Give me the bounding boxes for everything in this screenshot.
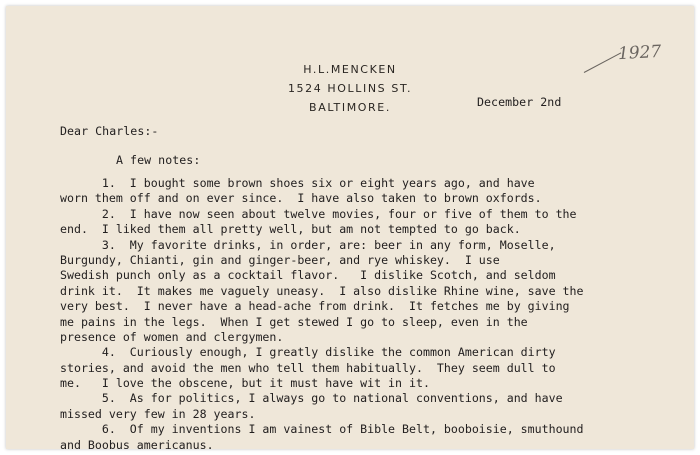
body-line: very best. I never have a head-ache from drink. It fetches me by giving <box>60 299 570 314</box>
letterhead-street: 1524 HOLLINS ST. <box>287 82 413 95</box>
body-line: worn them off and on ever since. I have also taken to brown oxfords. <box>60 191 542 206</box>
body-line: presence of women and clergymen. <box>60 329 284 344</box>
body-line: missed very few in 28 years. <box>60 406 256 421</box>
body-line: Burgundy, Chianti, gin and ginger-beer, and rye whiskey. I use <box>60 252 500 267</box>
body-line: 3. My favorite drinks, in order, are: beer in any form, Moselle, <box>60 237 556 252</box>
body-line: end. I liked them all pretty well, but am not tempted to go back. <box>60 222 521 237</box>
body-line: me. I love the obscene, but it must have wit in it. <box>60 376 430 391</box>
body-line: 2. I have now seen about twelve movies, four or five of them to the <box>60 206 577 221</box>
body-line: 4. Curiously enough, I greatly dislike the common American dirty <box>60 345 556 360</box>
body-line: 6. Of my inventions I am vainest of Bible Belt, booboisie, smuthound <box>60 422 584 437</box>
body-line: drink it. It makes me vaguely uneasy. I also dislike Rhine wine, save the <box>60 283 584 298</box>
letter-body <box>60 176 690 449</box>
letterhead-city: BALTIMORE. <box>309 101 391 114</box>
body-line: stories, and avoid the men who tell them habitually. They seem dull to <box>60 360 556 375</box>
body-line: Swedish punch only as a cocktail flavor. I dislike Scotch, and seldom <box>60 268 556 283</box>
body-line: and Boobus americanus. <box>60 437 214 449</box>
letterhead-name: H.L.MENCKEN <box>303 63 397 76</box>
handwritten-year: 1927 <box>617 41 662 65</box>
intro-line: A few notes: <box>116 153 201 167</box>
letter-date: December 2nd <box>477 95 562 109</box>
body-line: me pains in the legs. When I get stewed I go to sleep, even in the <box>60 314 528 329</box>
letter-sheet <box>6 6 694 449</box>
body-line: 1. I bought some brown shoes six or eight years ago, and have <box>60 176 535 190</box>
body-line: 5. As for politics, I always go to national conventions, and have <box>60 391 563 406</box>
salutation: Dear Charles:- <box>60 124 159 138</box>
